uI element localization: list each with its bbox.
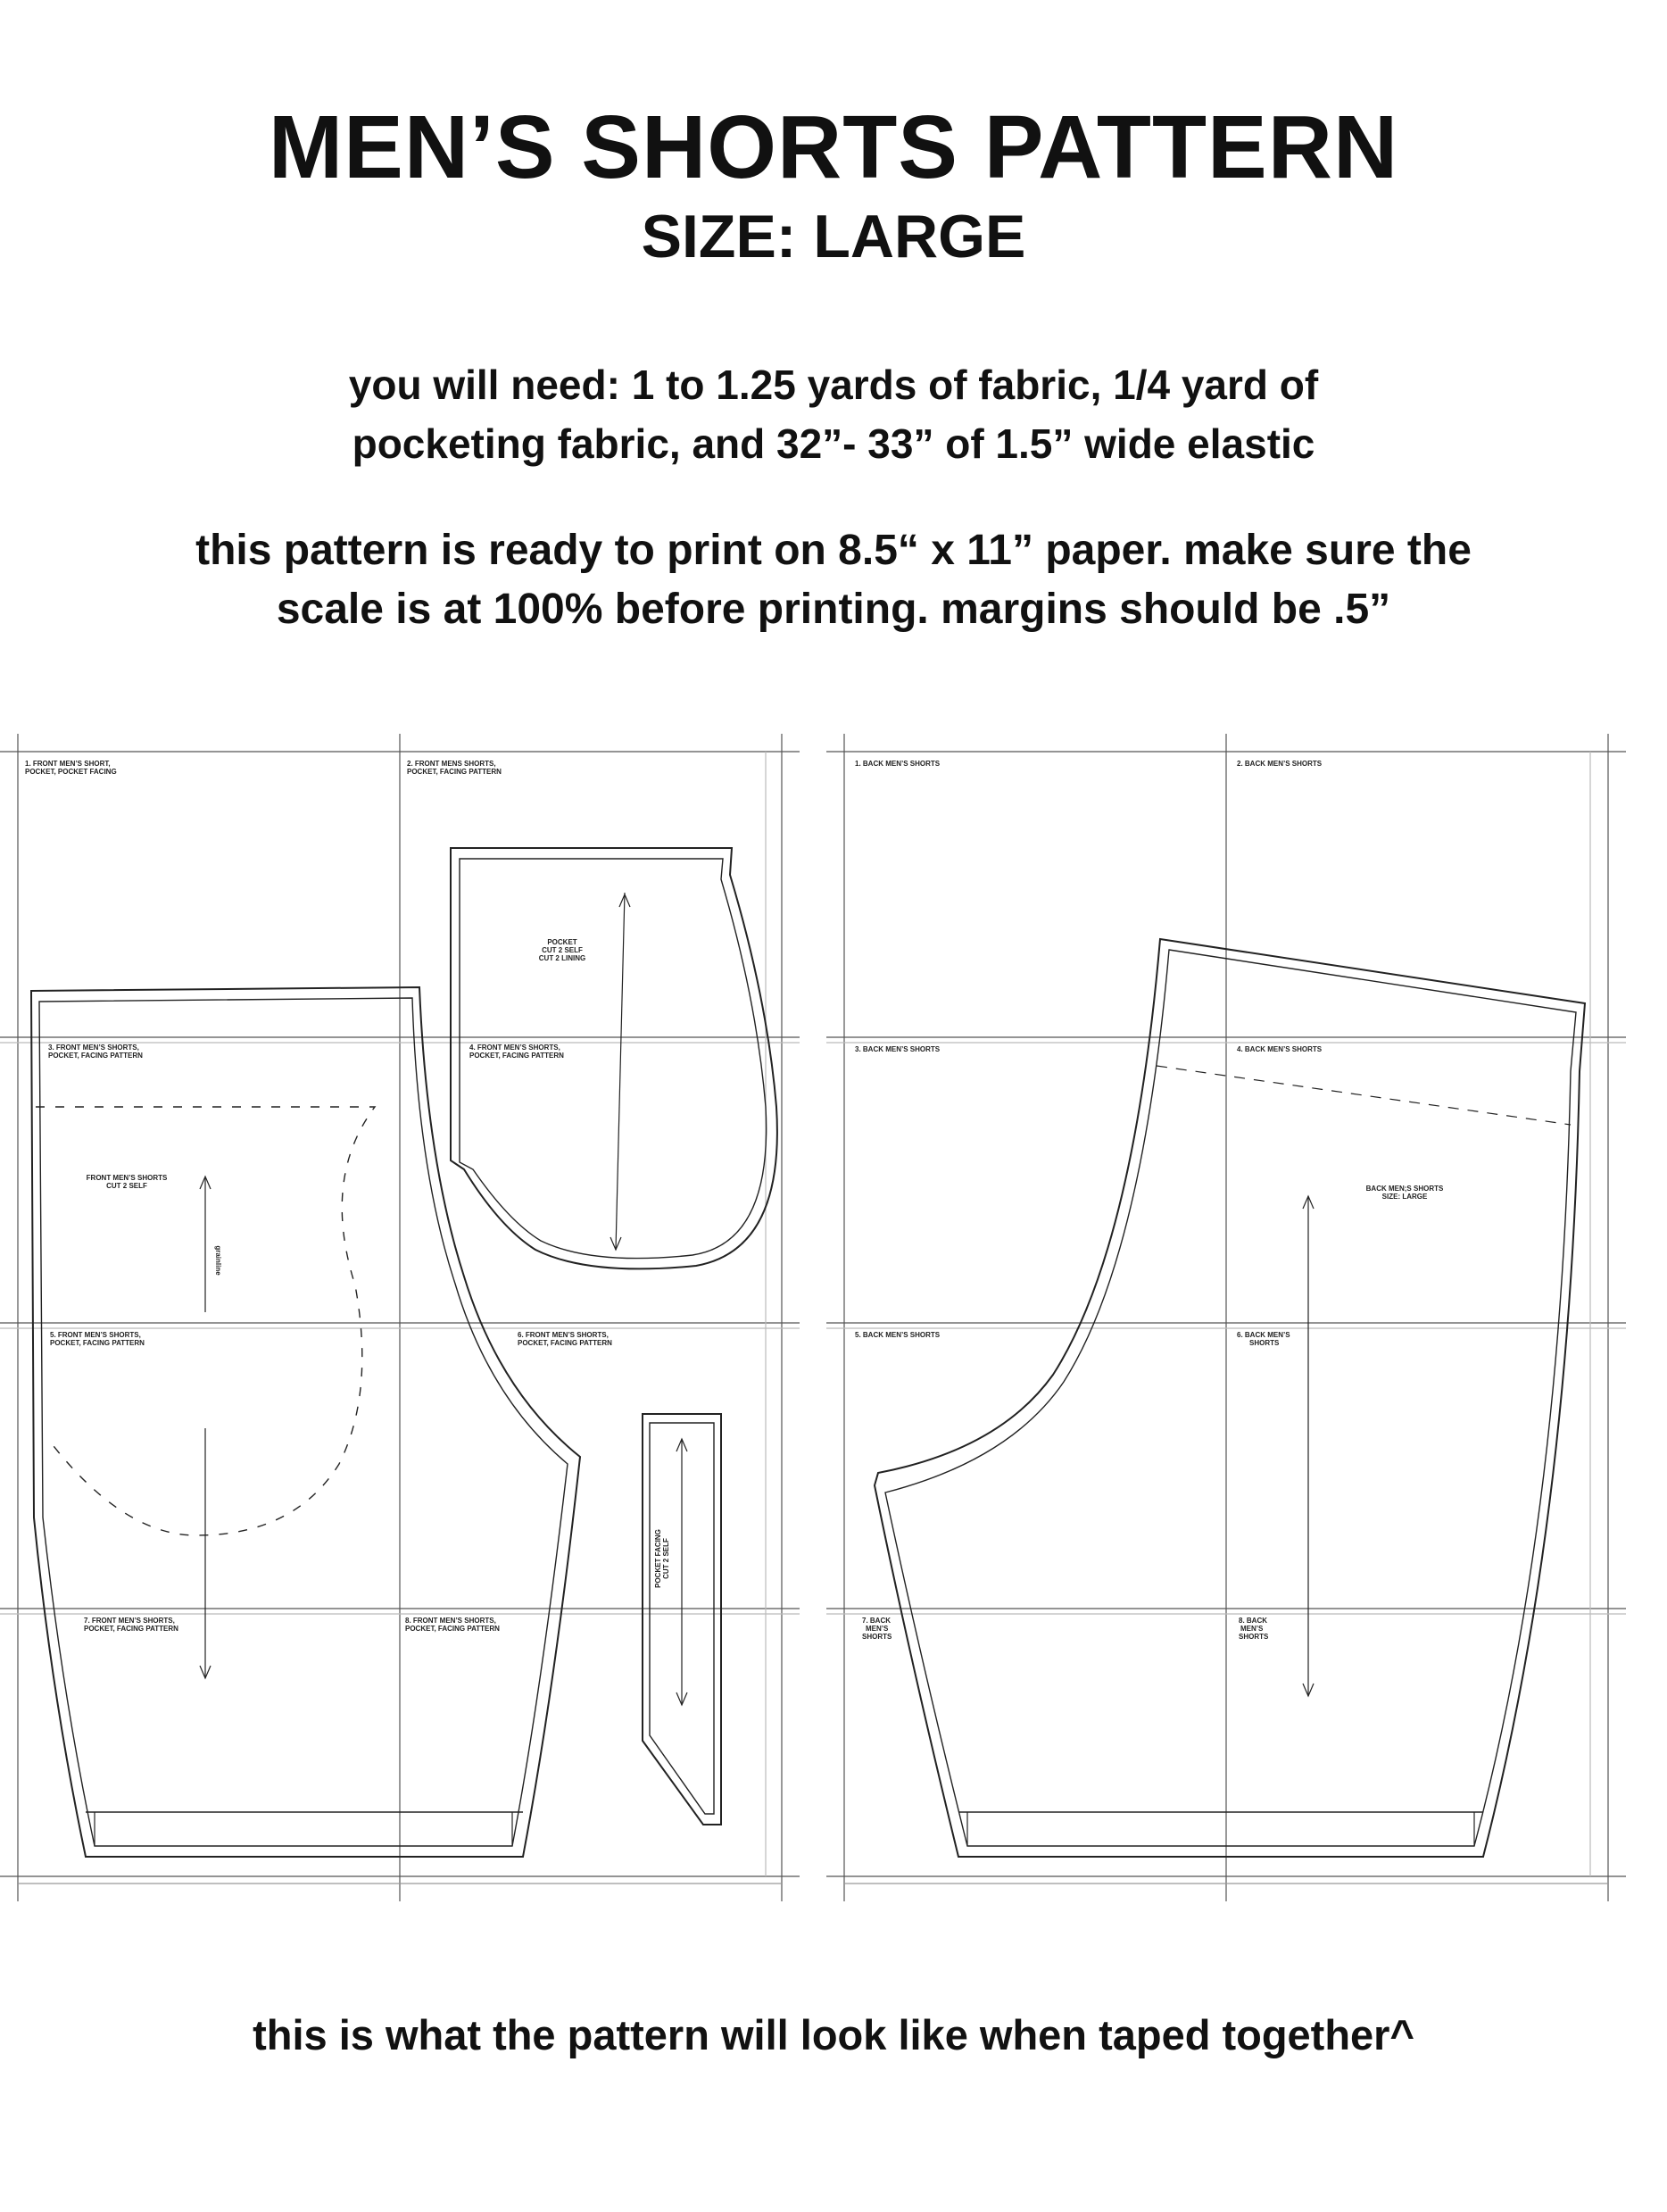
print-line-1: this pattern is ready to print on 8.5“ x 11” paper. make sure the bbox=[195, 527, 1472, 574]
back-tile-3-label: 3. BACK MEN’S SHORTS bbox=[855, 1045, 941, 1053]
front-shorts-piece bbox=[31, 987, 580, 1857]
materials-line-1: you will need: 1 to 1.25 yards of fabric, 1/4 yard of bbox=[348, 362, 1319, 408]
front-tile-1-label: 1. FRONT MEN’S SHORT, POCKET, POCKET FACING bbox=[25, 760, 117, 776]
taped-together-caption: this is what the pattern will look like when taped together^ bbox=[253, 2011, 1414, 2058]
print-line-2: scale is at 100% before printing. margins should be .5” bbox=[276, 586, 1391, 633]
front-tile-5-label: 5. FRONT MEN’S SHORTS, POCKET, FACING PATTERN bbox=[50, 1331, 145, 1347]
pocket-label: POCKET CUT 2 SELF CUT 2 LINING bbox=[538, 938, 586, 962]
back-tile-5-label: 5. BACK MEN’S SHORTS bbox=[855, 1331, 941, 1339]
front-tile-2-label: 2. FRONT MENS SHORTS, POCKET, FACING PATTERN bbox=[407, 760, 502, 776]
back-piece-label: BACK MEN;S SHORTS SIZE: LARGE bbox=[1365, 1185, 1444, 1201]
page-title: MEN’S SHORTS PATTERN bbox=[268, 97, 1399, 197]
front-tile-3-label: 3. FRONT MEN’S SHORTS, POCKET, FACING PATTERN bbox=[48, 1044, 143, 1060]
back-shorts-piece bbox=[875, 939, 1585, 1857]
front-piece-label: FRONT MEN’S SHORTS CUT 2 SELF bbox=[86, 1174, 168, 1190]
back-tile-1-label: 1. BACK MEN’S SHORTS bbox=[855, 760, 941, 768]
pocket-facing-label: POCKET FACINGCUT 2 SELF bbox=[654, 1529, 670, 1588]
size-subtitle: SIZE: LARGE bbox=[641, 203, 1026, 270]
back-tile-2-label: 2. BACK MEN’S SHORTS bbox=[1237, 760, 1323, 768]
front-sheet-grid bbox=[0, 734, 800, 1901]
back-tile-4-label: 4. BACK MEN’S SHORTS bbox=[1237, 1045, 1323, 1053]
back-tile-7-label: 7. BACK MEN’S SHORTS bbox=[862, 1617, 892, 1641]
front-tile-6-label: 6. FRONT MEN’S SHORTS, POCKET, FACING PATTERN bbox=[518, 1331, 612, 1347]
materials-line-2: pocketing fabric, and 32”- 33” of 1.5” wide elastic bbox=[352, 420, 1315, 467]
front-tile-7-label: 7. FRONT MEN’S SHORTS, POCKET, FACING PATTERN bbox=[84, 1617, 178, 1633]
front-tile-8-label: 8. FRONT MEN’S SHORTS, POCKET, FACING PATTERN bbox=[405, 1617, 500, 1633]
pocket-facing-piece bbox=[643, 1414, 721, 1825]
back-tile-6-label: 6. BACK MEN’S SHORTS bbox=[1237, 1331, 1290, 1347]
front-tile-4-label: 4. FRONT MEN’S SHORTS, POCKET, FACING PATTERN bbox=[469, 1044, 564, 1060]
back-sheet-grid bbox=[826, 734, 1626, 1901]
grainline-label: grainline bbox=[214, 1245, 222, 1276]
back-tile-8-label: 8. BACK MEN’S SHORTS bbox=[1239, 1617, 1269, 1641]
